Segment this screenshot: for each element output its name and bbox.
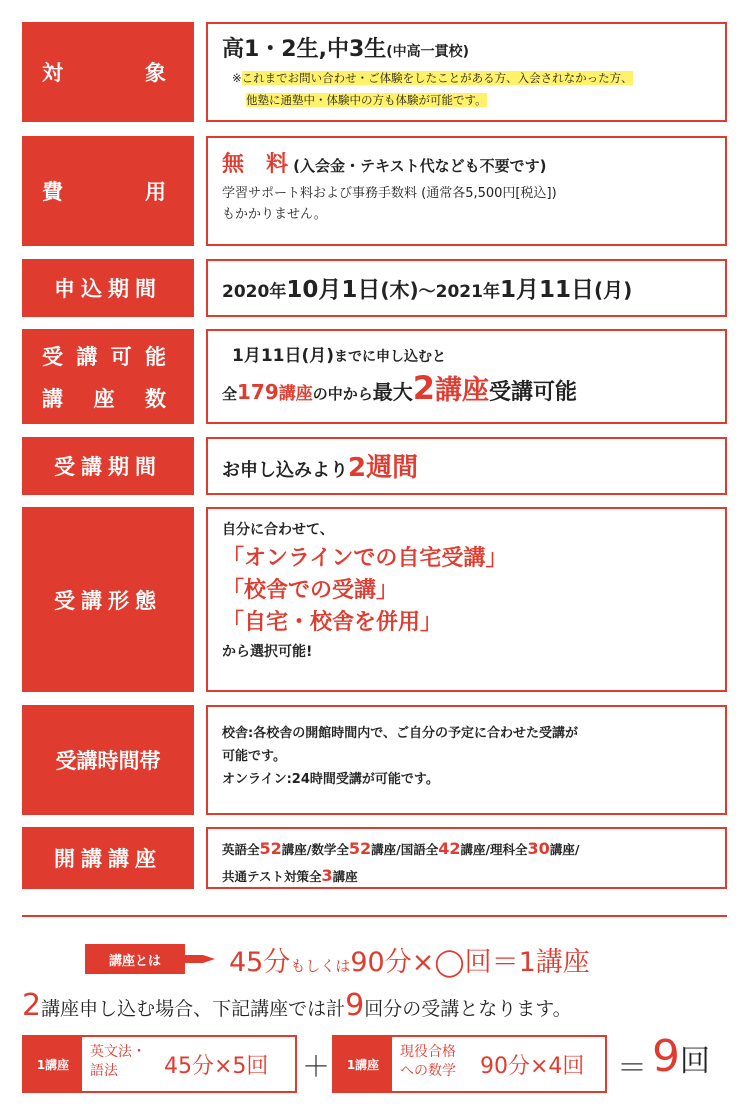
row-content bbox=[206, 507, 727, 692]
target-grades: 高1・2生,中3生(中高一貫校) bbox=[222, 37, 470, 62]
definition-tag: 講座とは bbox=[85, 944, 185, 974]
arrow-icon bbox=[185, 950, 215, 968]
row-content bbox=[206, 259, 727, 317]
row-label: 受講時間帯 bbox=[22, 705, 194, 815]
row-course-format bbox=[22, 507, 727, 692]
course-definition bbox=[85, 940, 645, 980]
row-application-period bbox=[22, 259, 727, 317]
format-options bbox=[222, 543, 711, 639]
row-label: 費 用 bbox=[22, 136, 194, 246]
row-label: 開講講座 bbox=[22, 827, 194, 889]
format-option-school: 「校舎での受講」 bbox=[222, 577, 399, 603]
course-tag: 1講座 bbox=[334, 1037, 392, 1091]
example-course-1 bbox=[22, 1035, 297, 1093]
fee-detail: 学習サポート料および事務手数料 (通常各5,500円[税込]) もかかりません。 bbox=[222, 186, 557, 222]
row-label: 申込期間 bbox=[22, 259, 194, 317]
row-course-count bbox=[22, 329, 727, 424]
courses-list: 英語全52講座/数学全52講座/国語全42講座/理科全30講座/ 共通テスト対策全3講座 bbox=[222, 839, 580, 886]
definition-text: 45分もしくは90分×◯回＝1講座 bbox=[229, 947, 590, 978]
target-note: ※これまでお問い合わせ・ご体験をしたことがある方、入会されなかった方、 他塾に通塾中・体験中の方も体験が可能です。 bbox=[232, 71, 633, 107]
format-outro: から選択可能! bbox=[222, 643, 313, 660]
row-fee bbox=[22, 136, 727, 246]
row-label: 受講期間 bbox=[22, 437, 194, 495]
application-dates: 2020年10月1日(木)～2021年1月11日(月) bbox=[222, 277, 633, 303]
divider bbox=[22, 915, 727, 917]
equals-sign: ＝ bbox=[617, 1051, 647, 1086]
course-subject: 英文法・ 語法 bbox=[90, 1044, 146, 1079]
row-courses-offered bbox=[22, 827, 727, 889]
hours-text: 校舎:各校舎の開館時間内で、ご自分の予定に合わせた受講が 可能です。 オンライン:24時間受講が可能です。 bbox=[222, 726, 578, 787]
deadline-line: 1月11日(月)までに申し込むと bbox=[232, 346, 447, 366]
format-intro: 自分に合わせて、 bbox=[222, 522, 334, 538]
row-content bbox=[206, 827, 727, 889]
course-calc: 45分×5回 bbox=[164, 1054, 269, 1079]
max-courses-line: 全179講座の中から最大2講座受講可能 bbox=[222, 369, 578, 407]
explanation: 2講座申し込む場合、下記講座では計9回分の受講となります。 bbox=[22, 988, 572, 1023]
result: 9回 bbox=[652, 1031, 710, 1082]
plus-sign: ＋ bbox=[302, 1050, 331, 1083]
row-course-period bbox=[22, 437, 727, 495]
fee-free: 無 料 (入会金・テキスト代なども不要です) bbox=[222, 152, 547, 177]
course-subject: 現役合格 への数学 bbox=[400, 1044, 456, 1079]
row-content bbox=[206, 705, 727, 815]
example-course-2 bbox=[332, 1035, 607, 1093]
row-target bbox=[22, 22, 727, 122]
example-formula bbox=[22, 1031, 727, 1095]
format-option-both: 「自宅・校舎を併用」 bbox=[222, 609, 443, 635]
course-period-text: お申し込みより2週間 bbox=[222, 453, 419, 483]
format-option-online: 「オンラインでの自宅受講」 bbox=[222, 546, 508, 571]
course-calc: 90分×4回 bbox=[480, 1054, 585, 1079]
row-label: 対 象 bbox=[22, 22, 194, 122]
course-tag: 1講座 bbox=[24, 1037, 82, 1091]
row-content bbox=[206, 136, 727, 246]
row-content bbox=[206, 329, 727, 424]
row-content bbox=[206, 437, 727, 495]
row-course-hours bbox=[22, 705, 727, 815]
row-label: 受講可能 講座数 bbox=[22, 329, 194, 424]
row-label: 受講形態 bbox=[22, 507, 194, 692]
row-content bbox=[206, 22, 727, 122]
